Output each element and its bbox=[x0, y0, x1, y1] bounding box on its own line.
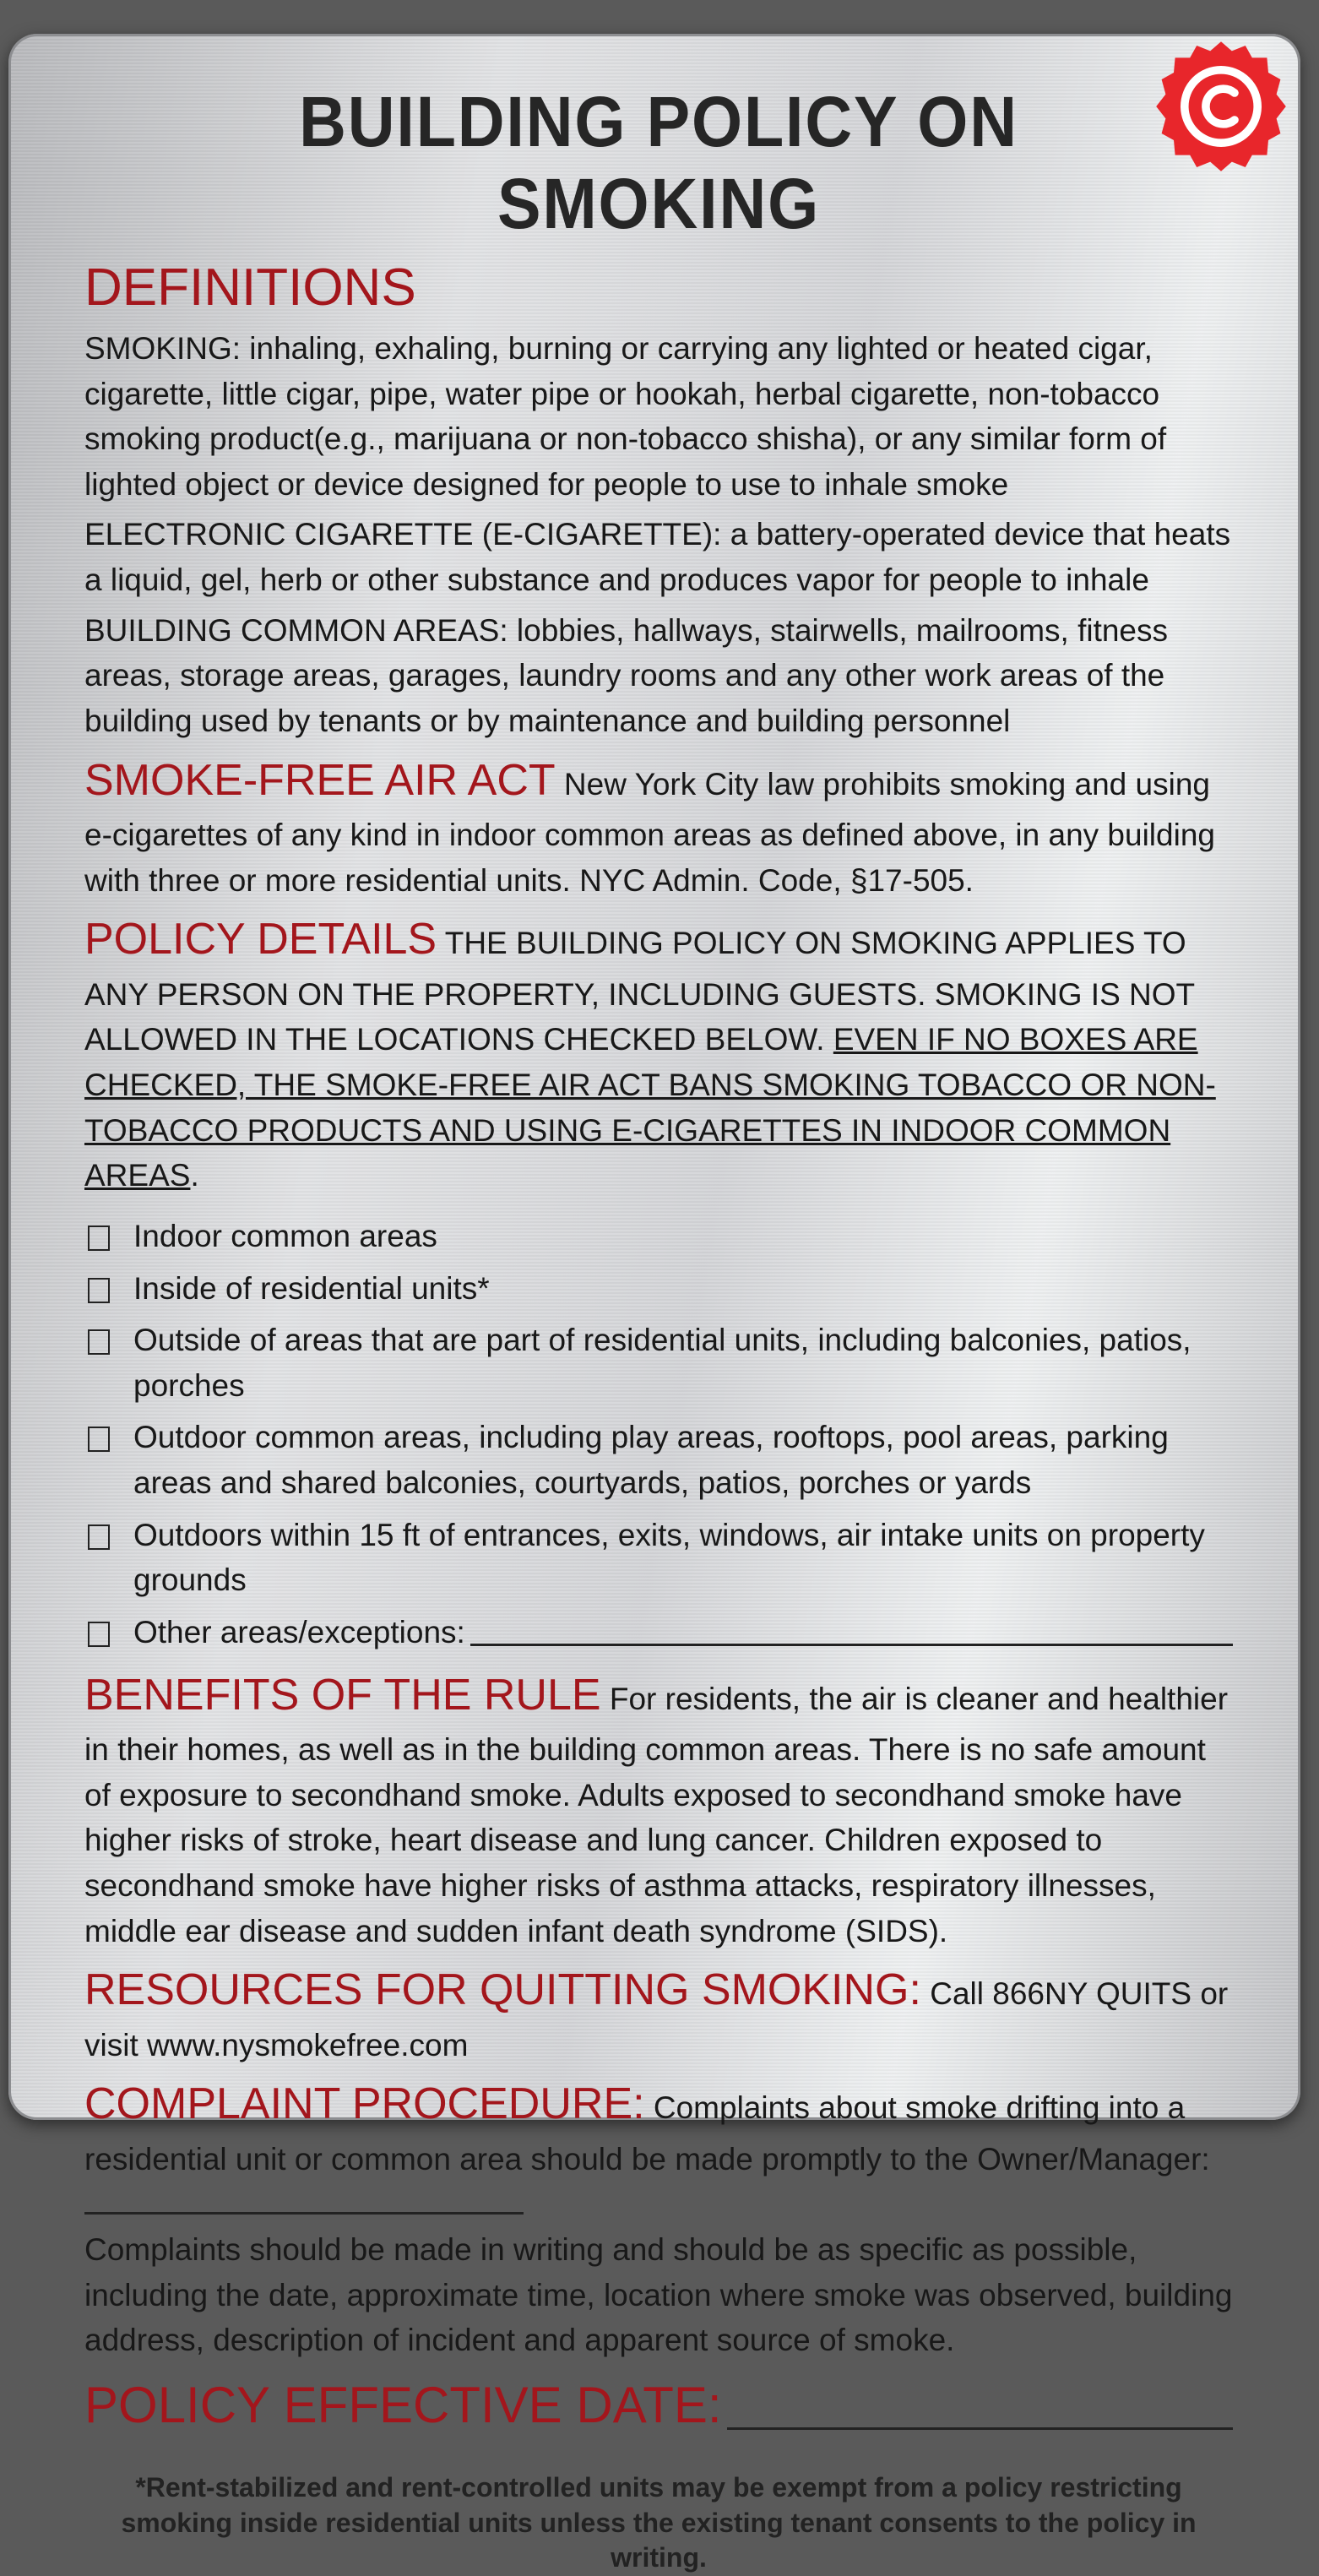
smoke-free-text: New York City law prohibits smoking and using e-cigarettes of any kind in indoor common areas as defined above, in any building with three or more residential units. NYC Admin. Code, §17-505. bbox=[84, 766, 1215, 898]
complaint-heading: COMPLAINT PROCEDURE: bbox=[84, 2079, 645, 2129]
policy-underlined-text: EVEN IF NO BOXES ARE CHECKED, THE SMOKE-FREE AIR ACT BANS SMOKING TOBACCO OR NON-TOBACCO PRODUCTS AND USING E-CIGARETTES IN INDOOR COMMON AREAS bbox=[84, 1022, 1216, 1193]
policy-text: THE BUILDING POLICY ON SMOKING APPLIES TO ANY PERSON ON THE PROPERTY, INCLUDING GUESTS. SMOKING IS NOT ALLOWED IN THE LOCATIONS CHECKED BELOW. bbox=[84, 926, 1195, 1057]
smoking-text: inhaling, exhaling, burning or carrying any lighted or heated cigar, cigarette, little cigar, pipe, water pipe or hookah, herbal cigarette, non-tobacco smoking product(e.g., marijuana or non-tobacco shisha), or any similar form of lighted object or device designed for people to use to inhale smoke bbox=[84, 330, 1167, 502]
checklist-label: Outdoors within 15 ft of entrances, exits, windows, air intake units on property grounds bbox=[133, 1517, 1205, 1598]
footnote: *Rent-stabilized and rent-controlled units may be exempt from a policy restricting smoking inside residential units unless the existing tenant consents to the policy in writing. bbox=[121, 2471, 1197, 2573]
benefits-heading: BENEFITS OF THE RULE bbox=[84, 1670, 601, 1720]
definition-common-areas bbox=[84, 608, 1233, 744]
checkbox[interactable] bbox=[88, 1329, 110, 1355]
sign-content bbox=[84, 64, 1233, 2576]
effective-date-heading: POLICY EFFECTIVE DATE: bbox=[84, 2376, 722, 2433]
definition-ecig bbox=[84, 512, 1233, 602]
definition-smoking bbox=[84, 326, 1233, 508]
sign-plate bbox=[8, 34, 1300, 2573]
list-item bbox=[84, 1513, 1233, 1603]
page-title: BUILDING POLICY ON SMOKING bbox=[299, 82, 1018, 243]
owner-manager-blank[interactable] bbox=[84, 2187, 524, 2215]
complaint-section bbox=[84, 2073, 1233, 2363]
benefits-text: For residents, the air is cleaner and healthier in their homes, as well as in the building common areas. There is no safe amount of exposure to secondhand smoke. Adults exposed to secondhand smoke have higher risks of stroke, heart disease and lung cancer. Children exposed to secondhand smoke have higher risks of asthma attacks, respiratory illnesses, middle ear disease and sudden infant death syndrome (SIDS). bbox=[84, 1681, 1229, 1948]
list-item bbox=[84, 1415, 1233, 1505]
checklist-label: Inside of residential units* bbox=[133, 1270, 490, 1306]
ecig-term: ELECTRONIC CIGARETTE (E-CIGARETTE): bbox=[84, 517, 722, 552]
smoking-term: SMOKING: bbox=[84, 330, 242, 366]
policy-heading: POLICY DETAILS bbox=[84, 915, 437, 965]
common-term: BUILDING COMMON AREAS: bbox=[84, 612, 508, 648]
checklist-label: Other areas/exceptions: bbox=[133, 1615, 465, 1650]
resources-text: Call 866NY QUITS or visit www.nysmokefree.com bbox=[84, 1976, 1229, 2062]
effective-date-section bbox=[84, 2368, 1233, 2442]
checklist-label: Outdoor common areas, including play areas, rooftops, pool areas, parking areas and shared balconies, courtyards, patios, porches or yards bbox=[133, 1420, 1169, 1501]
location-checklist bbox=[84, 1214, 1233, 1655]
definitions-section bbox=[84, 250, 1233, 744]
ecig-text: a battery-operated device that heats a liquid, gel, herb or other substance and produces vapor for people to inhale bbox=[84, 517, 1231, 598]
checkbox[interactable] bbox=[88, 1226, 110, 1251]
checkbox[interactable] bbox=[88, 1427, 110, 1452]
benefits-section bbox=[84, 1664, 1233, 1954]
checkbox[interactable] bbox=[88, 1524, 110, 1550]
smoke-free-heading: SMOKE-FREE AIR ACT bbox=[84, 755, 556, 805]
complaint-text-2: Complaints should be made in writing and should be as specific as possible, including the date, approximate time, location where smoke was observed, building address, description of incident and apparent source of smoke. bbox=[84, 2231, 1233, 2358]
list-item bbox=[84, 1214, 1233, 1259]
checkbox[interactable] bbox=[88, 1622, 110, 1647]
smoke-free-section bbox=[84, 749, 1233, 904]
list-item bbox=[84, 1318, 1233, 1408]
list-item bbox=[84, 1266, 1233, 1312]
definitions-heading: DEFINITIONS bbox=[84, 258, 416, 317]
common-text: lobbies, hallways, stairwells, mailrooms, fitness areas, storage areas, garages, laundry rooms and any other work areas of the building used by tenants or by maintenance and building personnel bbox=[84, 612, 1169, 739]
effective-date-blank[interactable] bbox=[727, 2402, 1233, 2430]
resources-section bbox=[84, 1959, 1233, 2068]
checklist-label: Indoor common areas bbox=[133, 1218, 437, 1253]
complaint-text-1: Complaints about smoke drifting into a residential unit or common area should be made promptly to the Owner/Manager: bbox=[84, 2090, 1210, 2177]
policy-end: . bbox=[190, 1158, 199, 1193]
other-areas-blank[interactable] bbox=[470, 1610, 1233, 1646]
checkbox[interactable] bbox=[88, 1278, 110, 1303]
policy-section bbox=[84, 908, 1233, 1198]
resources-heading: RESOURCES FOR QUITTING SMOKING: bbox=[84, 1965, 921, 2015]
list-item bbox=[84, 1610, 1233, 1655]
checklist-label: Outside of areas that are part of residential units, including balconies, patios, porches bbox=[133, 1323, 1191, 1403]
